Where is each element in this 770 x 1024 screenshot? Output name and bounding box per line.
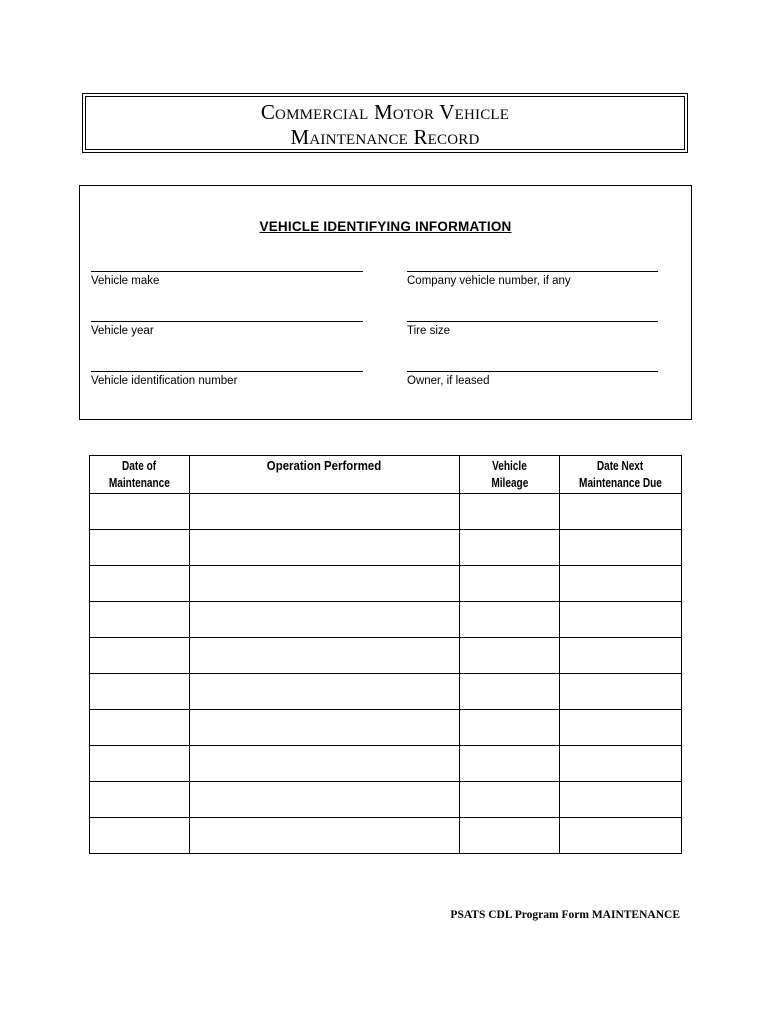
col-header-operation-line-1: Operation Performed <box>267 458 382 473</box>
date-next-maintenance-cell[interactable] <box>560 746 682 782</box>
tire-size-field[interactable] <box>407 321 658 337</box>
table-row <box>90 494 682 530</box>
vehicle-mileage-cell[interactable] <box>460 710 560 746</box>
company-vehicle-number-line[interactable] <box>407 271 658 272</box>
tire-size-label: Tire size <box>407 325 451 337</box>
col-header-date-of-maintenance <box>90 456 190 494</box>
date-next-maintenance-cell[interactable] <box>560 602 682 638</box>
vehicle-mileage-cell[interactable] <box>460 530 560 566</box>
date-next-maintenance-cell[interactable] <box>560 782 682 818</box>
col-header-mileage-line-1: Vehicle <box>492 458 527 473</box>
vehicle-make-label: Vehicle make <box>91 275 160 287</box>
date-of-maintenance-cell[interactable] <box>90 710 190 746</box>
vehicle-mileage-cell[interactable] <box>460 494 560 530</box>
operation-performed-cell[interactable] <box>190 566 460 602</box>
date-next-maintenance-cell[interactable] <box>560 530 682 566</box>
form-title <box>82 93 688 153</box>
operation-performed-cell[interactable] <box>190 494 460 530</box>
vehicle-mileage-cell[interactable] <box>460 566 560 602</box>
operation-performed-cell[interactable] <box>190 746 460 782</box>
company-vehicle-number-field[interactable] <box>407 271 658 287</box>
operation-performed-cell[interactable] <box>190 710 460 746</box>
date-of-maintenance-cell[interactable] <box>90 782 190 818</box>
table-row <box>90 602 682 638</box>
table-row <box>90 566 682 602</box>
vehicle-mileage-cell[interactable] <box>460 638 560 674</box>
date-of-maintenance-cell[interactable] <box>90 674 190 710</box>
owner-if-leased-field[interactable] <box>407 371 658 387</box>
col-header-vehicle-mileage <box>460 456 560 494</box>
vehicle-year-field[interactable] <box>91 321 363 337</box>
date-next-maintenance-cell[interactable] <box>560 710 682 746</box>
form-footer: PSATS CDL Program Form MAINTENANCE <box>450 909 680 921</box>
date-next-maintenance-cell[interactable] <box>560 674 682 710</box>
date-of-maintenance-cell[interactable] <box>90 530 190 566</box>
maintenance-table <box>89 455 682 854</box>
table-row <box>90 530 682 566</box>
date-of-maintenance-cell[interactable] <box>90 638 190 674</box>
vehicle-year-label: Vehicle year <box>91 325 154 337</box>
maintenance-table-header-row <box>90 456 682 494</box>
col-header-mileage-line-2: Mileage <box>491 475 528 490</box>
form-title-line-1: Commercial Motor Vehicle <box>260 100 510 124</box>
date-next-maintenance-cell[interactable] <box>560 638 682 674</box>
col-header-operation-performed <box>190 456 460 494</box>
date-of-maintenance-cell[interactable] <box>90 494 190 530</box>
vehicle-mileage-cell[interactable] <box>460 782 560 818</box>
table-row <box>90 674 682 710</box>
tire-size-line[interactable] <box>407 321 658 322</box>
vehicle-info-section <box>79 185 692 420</box>
owner-if-leased-line[interactable] <box>407 371 658 372</box>
date-of-maintenance-cell[interactable] <box>90 746 190 782</box>
vehicle-make-line[interactable] <box>91 271 363 272</box>
table-row <box>90 782 682 818</box>
vehicle-info-heading: VEHICLE IDENTIFYING INFORMATION <box>259 219 512 234</box>
col-header-date-next-maintenance-due <box>560 456 682 494</box>
vin-label: Vehicle identification number <box>91 375 238 387</box>
date-next-maintenance-cell[interactable] <box>560 566 682 602</box>
operation-performed-cell[interactable] <box>190 818 460 854</box>
operation-performed-cell[interactable] <box>190 674 460 710</box>
form-title-line-2: Maintenance Record <box>290 125 480 149</box>
owner-if-leased-label: Owner, if leased <box>407 375 490 387</box>
col-header-date-line-1: Date of <box>122 458 157 473</box>
date-of-maintenance-cell[interactable] <box>90 818 190 854</box>
operation-performed-cell[interactable] <box>190 602 460 638</box>
date-of-maintenance-cell[interactable] <box>90 566 190 602</box>
col-header-date-line-2: Maintenance <box>109 475 170 490</box>
table-row <box>90 638 682 674</box>
table-row <box>90 818 682 854</box>
vehicle-mileage-cell[interactable] <box>460 674 560 710</box>
col-header-next-line-1: Date Next <box>597 458 644 473</box>
vehicle-mileage-cell[interactable] <box>460 602 560 638</box>
table-row <box>90 710 682 746</box>
table-row <box>90 746 682 782</box>
vehicle-mileage-cell[interactable] <box>460 746 560 782</box>
vehicle-year-line[interactable] <box>91 321 363 322</box>
date-next-maintenance-cell[interactable] <box>560 818 682 854</box>
operation-performed-cell[interactable] <box>190 638 460 674</box>
date-next-maintenance-cell[interactable] <box>560 494 682 530</box>
company-vehicle-number-label: Company vehicle number, if any <box>407 275 571 287</box>
vin-line[interactable] <box>91 371 363 372</box>
maintenance-table-body <box>90 494 682 854</box>
vehicle-make-field[interactable] <box>91 271 363 287</box>
vehicle-mileage-cell[interactable] <box>460 818 560 854</box>
vin-field[interactable] <box>91 371 363 387</box>
date-of-maintenance-cell[interactable] <box>90 602 190 638</box>
operation-performed-cell[interactable] <box>190 530 460 566</box>
col-header-next-line-2: Maintenance Due <box>579 475 662 490</box>
operation-performed-cell[interactable] <box>190 782 460 818</box>
